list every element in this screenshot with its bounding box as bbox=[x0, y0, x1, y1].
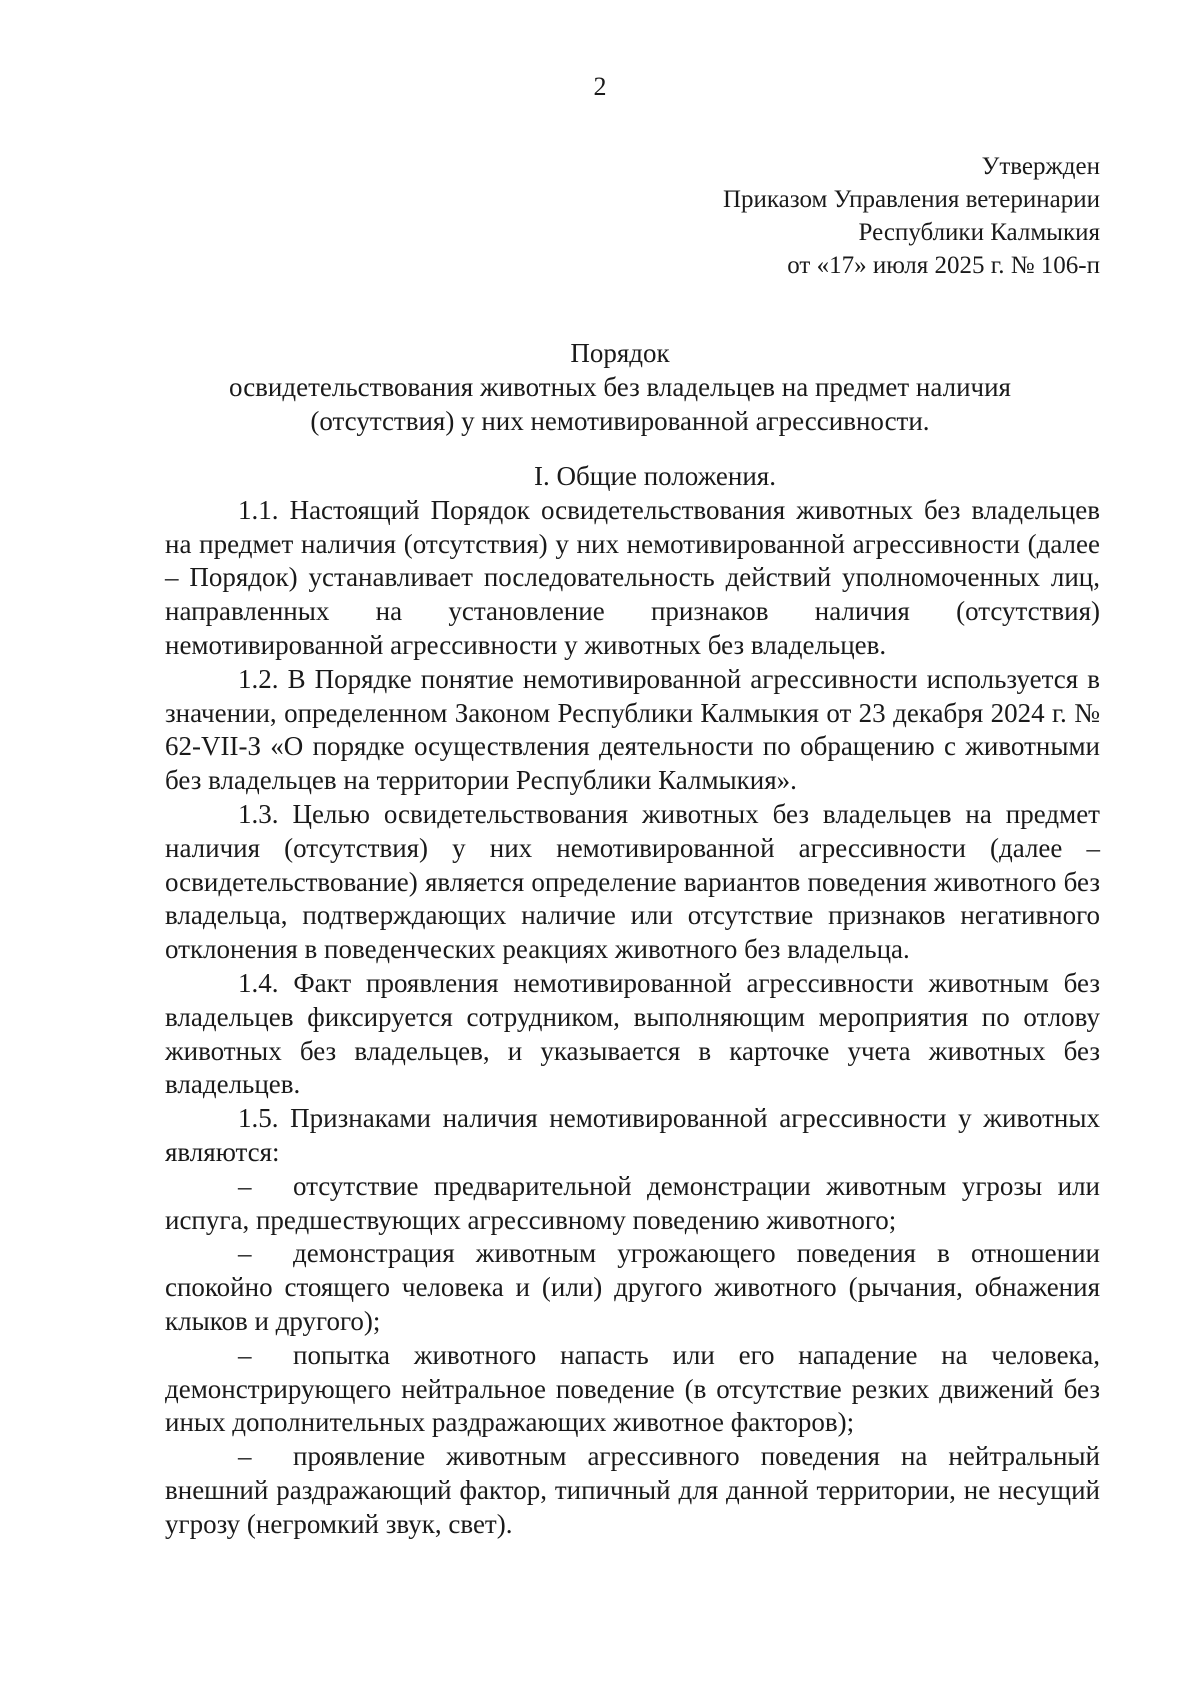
title-line-2: освидетельствования животных без владельцев на предмет наличия bbox=[229, 372, 1011, 402]
list-item bbox=[165, 1170, 1100, 1238]
list-item bbox=[165, 1339, 1100, 1440]
paragraph-1-3: 1.3. Целью освидетельствования животных без владельцев на предмет наличия (отсутствия) у них немотивированной агрессивности (далее – освидетельствование) является определение вариантов поведения животного без владельца, подтверждающих наличие или отсутствие признаков негативного отклонения в поведенческих реакциях животного без владельца. bbox=[165, 798, 1100, 965]
paragraph-1-2: 1.2. В Порядке понятие немотивированной агрессивности используется в значении, определенном Законом Республики Калмыкия от 23 декабря 2024 г. № 62-VII-З «О порядке осуществления деятельности по обращению с животными без владельцев на территории Республики Калмыкия». bbox=[165, 663, 1100, 796]
document-title bbox=[165, 336, 1075, 438]
approval-line-date: от «17» июля 2025 г. № 106-п bbox=[787, 252, 1100, 279]
approval-line-republic: Республики Калмыкия bbox=[858, 219, 1100, 246]
approval-line-order: Приказом Управления ветеринарии bbox=[722, 186, 1100, 213]
section-heading: I. Общие положения. bbox=[534, 461, 776, 491]
dash-marker: – bbox=[238, 1238, 252, 1269]
dash-marker: – bbox=[238, 1441, 252, 1472]
page-number: 2 bbox=[593, 72, 607, 101]
document-body bbox=[165, 460, 1100, 1542]
list-item-text: демонстрация животным угрожающего поведения в отношении спокойно стоящего человека и (или) другого животного (рычания, обнажения клыков и другого); bbox=[165, 1238, 1100, 1336]
paragraph-1-1: 1.1. Настоящий Порядок освидетельствования животных без владельцев на предмет наличия (отсутствия) у них немотивированной агрессивности (далее – Порядок) устанавливает последовательность действий уполномоченных лиц, направленных на установление признаков наличия (отсутствия) немотивированной агрессивности у животных без владельцев. bbox=[165, 494, 1100, 660]
paragraph-1-4: 1.4. Факт проявления немотивированной агрессивности животным без владельцев фиксируется сотрудником, выполняющим мероприятия по отлову животных без владельцев, и указывается в карточке учета животных без владельцев. bbox=[165, 967, 1100, 1100]
dash-marker: – bbox=[238, 1339, 252, 1370]
paragraph-1-5: 1.5. Признаками наличия немотивированной агрессивности у животных являются: bbox=[165, 1103, 1100, 1167]
list-item-text: проявление животным агрессивного поведения на нейтральный внешний раздражающий фактор, типичный для данной территории, не несущий угрозу (негромкий звук, свет). bbox=[165, 1441, 1100, 1539]
title-line-1: Порядок bbox=[570, 338, 670, 368]
list-item-text: отсутствие предварительной демонстрации животным угрозы или испуга, предшествующих агрессивному поведению животного; bbox=[165, 1170, 1100, 1235]
list-item-text: попытка животного напасть или его нападение на человека, демонстрирующего нейтральное поведение (в отсутствие резких движений без иных дополнительных раздражающих животное факторов); bbox=[165, 1339, 1100, 1438]
approval-stamp-block bbox=[723, 150, 1100, 282]
title-line-3: (отсутствия) у них немотивированной агрессивности. bbox=[310, 406, 930, 436]
list-item bbox=[165, 1237, 1100, 1338]
dash-marker: – bbox=[238, 1170, 252, 1201]
approval-line-approved: Утвержден bbox=[981, 153, 1100, 180]
list-item bbox=[165, 1440, 1100, 1541]
